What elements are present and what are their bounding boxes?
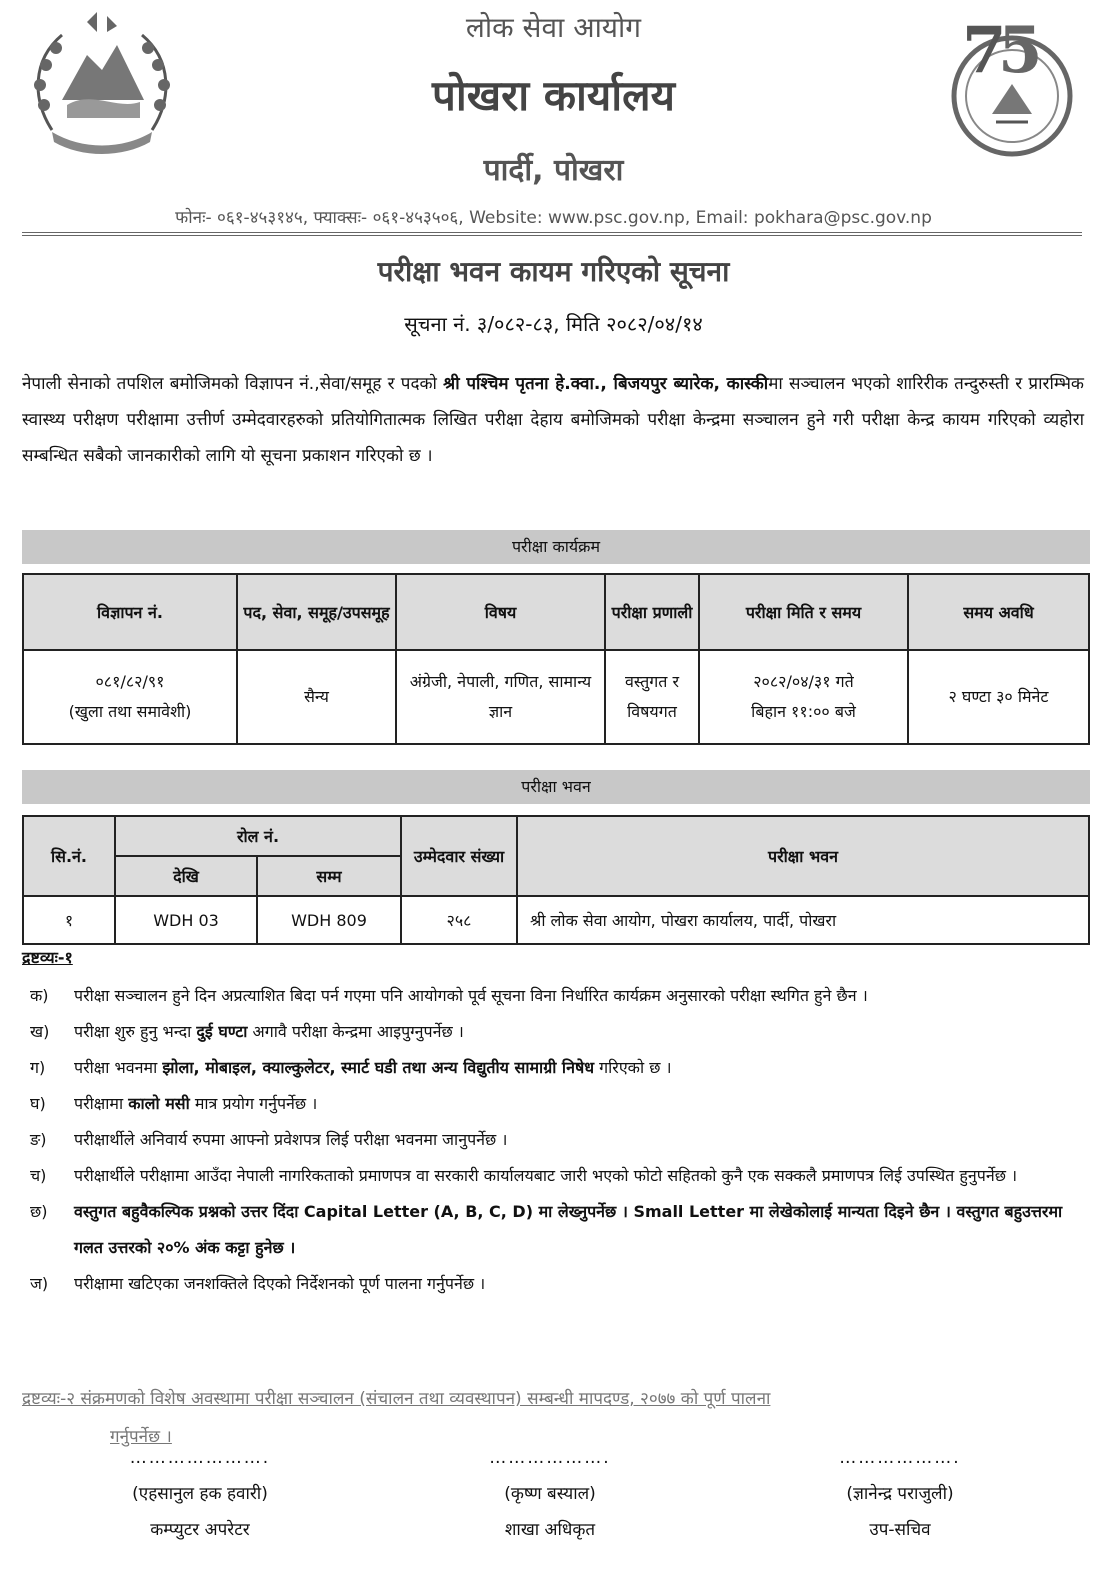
centre-cell-hall: श्री लोक सेवा आयोग, पोखरा कार्यालय, पार्दी, पोखरा — [517, 896, 1089, 944]
note-item — [22, 1158, 1084, 1194]
intro-paragraph — [22, 366, 1084, 474]
program-header: विज्ञापन नं. — [23, 574, 237, 650]
note-item — [22, 1014, 1084, 1050]
centre-cell-count: २५८ — [401, 896, 517, 944]
signature-line: …………………. — [129, 1448, 271, 1468]
header-address: पार्दी, पोखरा — [483, 153, 624, 188]
note-label: छ) — [30, 1202, 48, 1221]
centre-cell-to: WDH 809 — [257, 896, 401, 944]
note-text: परीक्षार्थीले अनिवार्य रुपमा आफ्नो प्रवेशपत्र लिई परीक्षा भवनमा जानुपर्नेछ । — [74, 1130, 508, 1149]
page-title: परीक्षा भवन कायम गरिएको सूचना — [377, 255, 730, 288]
signatory-name: (कृष्ण बस्याल) — [504, 1484, 596, 1504]
program-cell-ad — [23, 650, 237, 744]
note-text-bold: वस्तुगत बहुवैकल्पिक प्रश्नको उत्तर दिंदा Capital Letter (A, B, C, D) मा लेख्नुपर्नेछ । Small Letter मा लेखेकोलाई मान्यता दिइने छैन । वस्तुगत बहुउत्तरमा गलत उत्तरको २०% अंक कट्टा हुनेछ । — [74, 1202, 1063, 1257]
note-item — [22, 1194, 1084, 1266]
centre-band: परीक्षा भवन — [22, 770, 1090, 804]
program-header: पद, सेवा, समूह/उपसमूह — [237, 574, 396, 650]
centre-header-hall: परीक्षा भवन — [517, 816, 1089, 896]
signature-line: ………………. — [839, 1448, 961, 1468]
header-org: लोक सेवा आयोग — [465, 11, 642, 44]
notes-heading: द्रष्टव्यः-१ — [22, 948, 73, 967]
program-cell-duration: २ घण्टा ३० मिनेट — [908, 650, 1089, 744]
signature-block — [70, 1440, 330, 1548]
centre-header-to: सम्म — [257, 856, 401, 896]
program-table — [22, 573, 1090, 745]
centre-header-sn: सि.नं. — [23, 816, 115, 896]
program-header: विषय — [396, 574, 605, 650]
note-text: परीक्षामा कालो मसी मात्र प्रयोग गर्नुपर्नेछ । — [74, 1094, 318, 1113]
centre-cell-from: WDH 03 — [115, 896, 257, 944]
ad-number: ०८१/८२/९१ — [95, 672, 165, 691]
note-item — [22, 1122, 1084, 1158]
note-2-line-2: गर्नुपर्नेछ । — [110, 1427, 172, 1447]
program-cell-post: सैन्य — [237, 650, 396, 744]
centre-cell-sn: १ — [23, 896, 115, 944]
note-item — [22, 1266, 1084, 1302]
ad-type: (खुला तथा समावेशी) — [68, 702, 192, 721]
signature-line: ………………. — [489, 1448, 611, 1468]
centre-header-from: देखि — [115, 856, 257, 896]
program-header: समय अवधि — [908, 574, 1089, 650]
header-office: पोखरा कार्यालय — [432, 71, 675, 120]
program-header: परीक्षा प्रणाली — [605, 574, 699, 650]
note-label: ख) — [30, 1022, 50, 1041]
notes-list — [22, 978, 1084, 1302]
signatory-name: (ज्ञानेन्द्र पराजुली) — [846, 1484, 954, 1504]
signature-block — [420, 1440, 680, 1548]
note-text: परीक्षा सञ्चालन हुने दिन अप्रत्याशित बिदा पर्न गएमा पनि आयोगको पूर्व सूचना विना निर्धारित कार्यक्रम अनुसारको परीक्षा स्थगित हुने छैन । — [74, 986, 868, 1005]
signatory-name: (एहसानुल हक हवारी) — [132, 1484, 268, 1504]
notice-number: सूचना नं. ३/०८२-८३, मिति २०८२/०४/१४ — [404, 312, 703, 336]
exam-time: बिहान ११:०० बजे — [751, 702, 856, 721]
program-cell-system: वस्तुगत र विषयगत — [605, 650, 699, 744]
program-cell-subject: अंग्रेजी, नेपाली, गणित, सामान्य ज्ञान — [396, 650, 605, 744]
signatory-post: कम्प्युटर अपरेटर — [150, 1520, 250, 1540]
note-item — [22, 978, 1084, 1014]
note-label: घ) — [30, 1094, 46, 1113]
header-divider — [22, 232, 1082, 236]
centre-table — [22, 815, 1090, 945]
centre-header-count: उम्मेदवार संख्या — [401, 816, 517, 896]
note-item — [22, 1050, 1084, 1086]
program-band: परीक्षा कार्यक्रम — [22, 530, 1090, 564]
program-header: परीक्षा मिति र समय — [699, 574, 908, 650]
note-label: क) — [30, 986, 49, 1005]
note-label: ग) — [30, 1058, 46, 1077]
svg-text:7: 7 — [962, 13, 1007, 88]
note-label: च) — [30, 1166, 47, 1185]
note-text: परीक्षामा खटिएका जनशक्तिले दिएको निर्देशनको पूर्ण पालना गर्नुपर्नेछ । — [74, 1274, 486, 1293]
intro-text-2: मा सञ्चालन भएको शारिरीक तन्दुरुस्ती र प्रारम्भिक स्वास्थ्य परीक्षण परीक्षामा उत्तीर्ण उम्मेदवारहरुको प्रतियोगितात्मक लिखित परीक्षा देहाय बमोजिमको परीक्षा केन्द्रमा सञ्चालन हुने गरी परीक्षा केन्द्र कायम गरिएको व्यहोरा सम्बन्धित सबैको जानकारीको लागि यो सूचना प्रकाशन गरिएको छ । — [22, 374, 1084, 466]
signature-block — [770, 1440, 1030, 1548]
signatory-post: उप-सचिव — [869, 1520, 931, 1540]
intro-bold-location: श्री पश्चिम पृतना हे.क्वा., बिजयपुर ब्यारेक, कास्की — [443, 374, 769, 394]
note-label: ज) — [30, 1274, 49, 1293]
note-item — [22, 1086, 1084, 1122]
note-text: परीक्षा शुरु हुनु भन्दा दुई घण्टा अगावै परीक्षा केन्द्रमा आइपुग्नुपर्नेछ । — [74, 1022, 464, 1041]
centre-header-roll: रोल नं. — [115, 816, 401, 856]
note-text: परीक्षार्थीले परीक्षामा आउँदा नेपाली नागरिकताको प्रमाणपत्र वा सरकारी कार्यालयबाट जारी भएको फोटो सहितको कुनै एक सक्कलै प्रमाणपत्र लिई उपस्थित हुनुपर्नेछ । — [74, 1166, 1018, 1185]
header-contact: फोनः- ०६१-४५३१४५, फ्याक्सः- ०६१-४५३५०६, Website: www.psc.gov.np, Email: pokhara@psc.gov.np — [175, 208, 932, 228]
svg-text:5: 5 — [998, 13, 1043, 88]
note-label: ङ) — [30, 1130, 47, 1149]
signatory-post: शाखा अधिकृत — [504, 1520, 596, 1540]
program-cell-datetime — [699, 650, 908, 744]
intro-text-1: नेपाली सेनाको तपशिल बमोजिमको विज्ञापन नं.,सेवा/समूह र पदको — [22, 374, 444, 394]
note-text: परीक्षा भवनमा झोला, मोबाइल, क्याल्कुलेटर, स्मार्ट घडी तथा अन्य विद्युतीय सामाग्री निषेध गरिएको छ । — [74, 1058, 672, 1077]
exam-date: २०८२/०४/३१ गते — [753, 672, 854, 691]
note-2-line-1: द्रष्टव्यः-२ संक्रमणको विशेष अवस्थामा परीक्षा सञ्चालन (संचालन तथा व्यवस्थापन) सम्बन्धी मापदण्ड, २०७७ को पूर्ण पालना — [22, 1389, 771, 1409]
